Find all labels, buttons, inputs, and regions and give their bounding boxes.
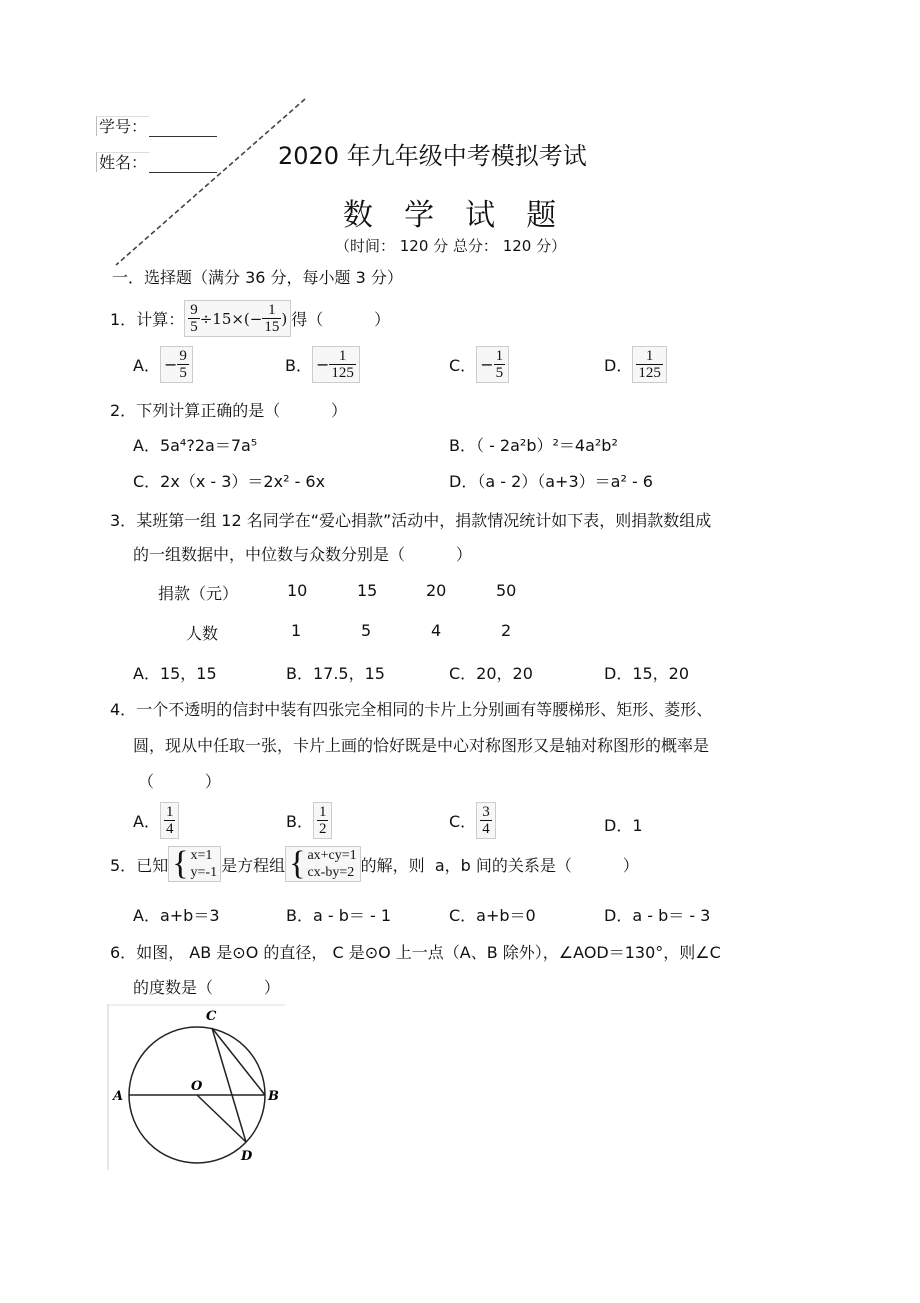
q3-table-cell: 50 bbox=[496, 581, 517, 600]
chord-cb bbox=[212, 1028, 265, 1095]
label-a: A bbox=[113, 1089, 124, 1104]
label-b: B bbox=[268, 1089, 279, 1104]
q5-option-b[interactable]: B．a - b＝ - 1 bbox=[286, 906, 392, 925]
option-label: C． bbox=[449, 812, 477, 831]
q4-option-d[interactable] bbox=[604, 813, 643, 836]
q4-option-c[interactable]: C． $\frac{3}{4}$ bbox=[449, 802, 496, 839]
q3-number: 3． bbox=[110, 511, 137, 530]
q3-table-cell: 10 bbox=[287, 581, 308, 600]
q1-option-a[interactable]: A． − $\frac{9}{5}$ bbox=[133, 346, 193, 383]
q2-option-a[interactable]: A．5a⁴?2a＝7a⁵ bbox=[133, 436, 258, 455]
q3-line1: 某班第一组 12 名同学在“爱心捐款”活动中，捐款情况统计如下表，则捐款数组成 bbox=[136, 511, 712, 530]
q1-suffix: 得（ ） bbox=[291, 310, 391, 329]
question-4 bbox=[110, 697, 712, 720]
q1-expression bbox=[184, 300, 291, 337]
q5-mid: 是方程组 bbox=[221, 855, 286, 875]
question-3 bbox=[110, 508, 711, 531]
exam-info: （时间： 120 分 总分： 120 分） bbox=[335, 237, 567, 255]
q1-option-b[interactable]: B． − $\frac{1}{125}$ bbox=[285, 346, 360, 383]
q3-table-row1-label: 捐款（元） bbox=[158, 584, 239, 603]
option-label: B． bbox=[286, 812, 313, 831]
q2-option-c[interactable]: C．2x（x - 3）＝2x² - 6x bbox=[133, 472, 326, 491]
option-label: B． bbox=[285, 356, 312, 375]
q3-line2: 的一组数据中，中位数与众数分别是（ ） bbox=[133, 545, 472, 564]
name-label: 姓名： bbox=[96, 152, 149, 172]
question-1 bbox=[110, 300, 390, 337]
section-heading: 一．选择题（满分 36 分，每小题 3 分） bbox=[112, 268, 403, 287]
q1-options bbox=[133, 346, 693, 386]
q1-prefix: 计算： bbox=[136, 310, 185, 329]
q5-option-a[interactable]: A．a+b＝3 bbox=[133, 906, 220, 925]
exam-title: 2020 年九年级中考模拟考试 bbox=[278, 142, 587, 170]
option-label: D． bbox=[604, 816, 633, 835]
q4-number: 4． bbox=[110, 700, 137, 719]
q2-option-d[interactable]: D．（a - 2）（a+3）＝a² - 6 bbox=[449, 472, 653, 491]
option-label: C． bbox=[449, 356, 477, 375]
q4-line1: 一个不透明的信封中装有四张完全相同的卡片上分别画有等腰梯形、矩形、菱形、 bbox=[136, 700, 713, 719]
q4-option-a[interactable]: A． $\frac{1}{4}$ bbox=[133, 802, 179, 839]
q5-option-d[interactable]: D．a - b＝ - 3 bbox=[604, 906, 711, 925]
q1-option-c[interactable]: C． − $\frac{1}{5}$ bbox=[449, 346, 509, 383]
q5-option-c[interactable]: C．a+b＝0 bbox=[449, 906, 536, 925]
q1-number: 1． bbox=[110, 310, 137, 329]
q6-line2: 的度数是（ ） bbox=[133, 978, 280, 997]
q6-line1: 如图， AB 是⊙O 的直径， C 是⊙O 上一点（A、B 除外），∠AOD＝130°，则∠C bbox=[136, 943, 721, 962]
q2-option-b[interactable]: B．（ - 2a²b）²＝4a²b² bbox=[449, 436, 618, 455]
q1-option-d[interactable]: D． $\frac{1}{125}$ bbox=[604, 346, 667, 383]
option-label: A． bbox=[133, 356, 160, 375]
circle-figure bbox=[107, 1004, 285, 1170]
student-id-label: 学号： bbox=[96, 116, 149, 136]
cut-line bbox=[110, 95, 310, 270]
q6-number: 6． bbox=[110, 943, 137, 962]
option-label: D． bbox=[604, 356, 633, 375]
q3-option-b[interactable]: B．17.5，15 bbox=[286, 664, 385, 683]
q5-solution-system: { x=1 y=-1 bbox=[168, 846, 221, 882]
q3-table-row2-label: 人数 bbox=[186, 624, 219, 643]
option-value: 1 bbox=[632, 816, 643, 835]
subject-title: 数 学 试 题 bbox=[343, 198, 561, 233]
q5-prefix: 已知 bbox=[136, 855, 169, 875]
q1-expr-end: ) bbox=[281, 309, 288, 328]
q3-table-cell: 5 bbox=[361, 621, 372, 640]
q4-option-b[interactable]: B． $\frac{1}{2}$ bbox=[286, 802, 332, 839]
question-6 bbox=[110, 940, 721, 963]
q3-table-cell: 4 bbox=[431, 621, 442, 640]
label-c: C bbox=[206, 1009, 217, 1024]
question-2 bbox=[110, 398, 347, 421]
q3-option-d[interactable]: D．15，20 bbox=[604, 664, 690, 683]
q3-table-cell: 2 bbox=[501, 621, 512, 640]
label-d: D bbox=[241, 1149, 253, 1164]
q1-frac-a: $\frac{9}{5}$ bbox=[190, 302, 198, 335]
q5-number: 5． bbox=[110, 855, 137, 875]
q4-line3: （ ） bbox=[138, 772, 221, 791]
q5-suffix: 的解，则 a，b 间的关系是（ ） bbox=[360, 855, 639, 875]
question-5 bbox=[110, 846, 639, 882]
q3-option-a[interactable]: A．15，15 bbox=[133, 664, 217, 683]
q1-expr-mid: ÷15×(− bbox=[199, 309, 263, 328]
q3-table-cell: 20 bbox=[426, 581, 447, 600]
q3-option-c[interactable]: C．20，20 bbox=[449, 664, 533, 683]
label-o: O bbox=[191, 1079, 203, 1094]
q4-line2: 圆，现从中任取一张，卡片上画的恰好既是中心对称图形又是轴对称图形的概率是 bbox=[133, 736, 710, 755]
q2-number: 2． bbox=[110, 401, 137, 420]
q5-equation-system: { ax+cy=1 cx-by=2 bbox=[285, 846, 361, 882]
option-label: A． bbox=[133, 812, 160, 831]
q2-text: 下列计算正确的是（ ） bbox=[136, 401, 348, 420]
q3-table-cell: 15 bbox=[357, 581, 378, 600]
q1-frac-b: $\frac{1}{15}$ bbox=[264, 302, 280, 335]
q3-table-cell: 1 bbox=[291, 621, 302, 640]
